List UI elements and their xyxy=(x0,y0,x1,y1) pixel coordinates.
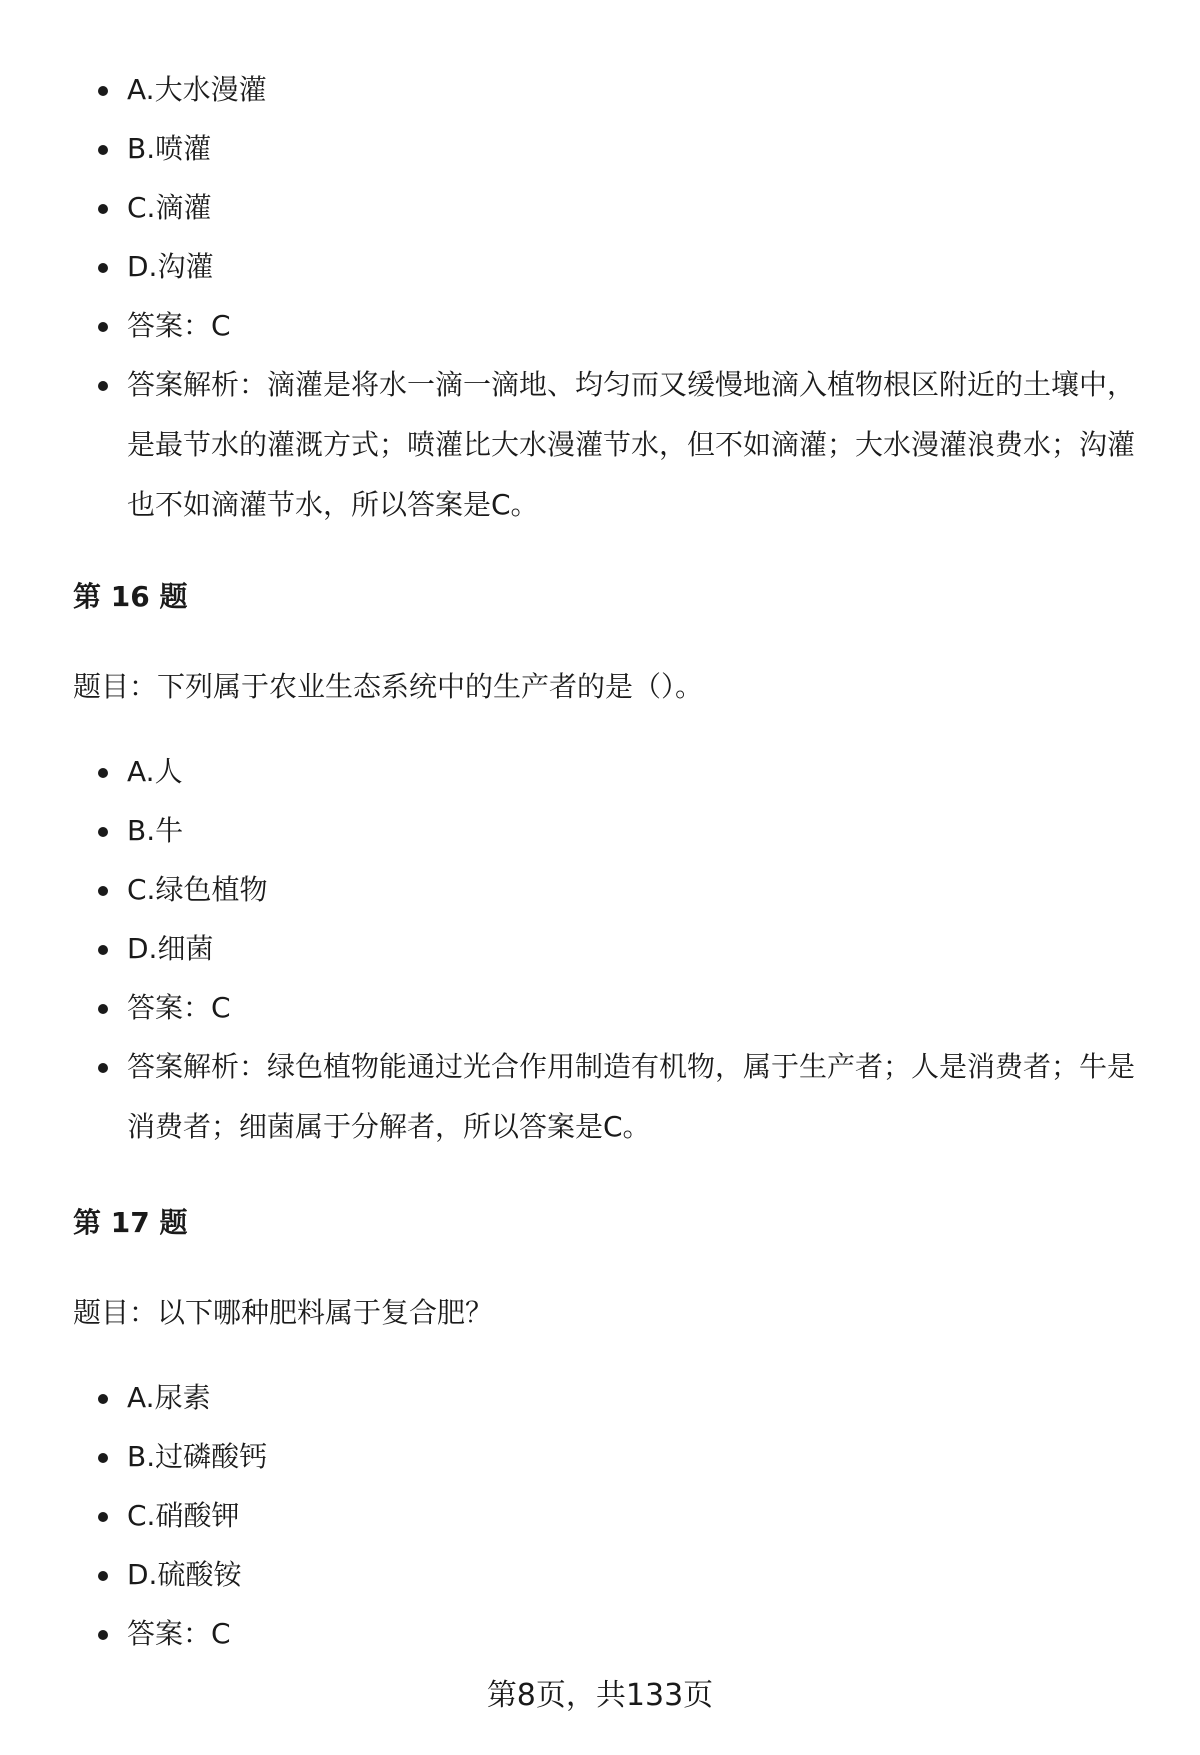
q17-option-b: B.过磷酸钙 xyxy=(0,1427,1200,1486)
q17-option-a: A.尿素 xyxy=(0,1368,1200,1427)
q17-option-d: D.硫酸铵 xyxy=(0,1545,1200,1604)
q15-option-a: A.大水漫灌 xyxy=(0,60,1200,119)
q15-analysis: 答案解析：滴灌是将水一滴一滴地、均匀而又缓慢地滴入植物根区附近的土壤中，是最节水的灌溉方式；喷灌比大水漫灌节水，但不如滴灌；大水漫灌浪费水；沟灌也不如滴灌节水，所以答案是C。 xyxy=(0,355,1140,535)
q16-analysis: 答案解析：绿色植物能通过光合作用制造有机物，属于生产者；人是消费者；牛是消费者；细菌属于分解者，所以答案是C。 xyxy=(0,1037,1140,1157)
q15-option-list xyxy=(0,60,1200,535)
q16-option-b: B.牛 xyxy=(0,801,1200,860)
q17-option-c: C.硝酸钾 xyxy=(0,1486,1200,1545)
q16-option-c: C.绿色植物 xyxy=(0,860,1200,919)
q15-option-d: D.沟灌 xyxy=(0,237,1200,296)
q15-option-b: B.喷灌 xyxy=(0,119,1200,178)
q17-answer: 答案：C xyxy=(0,1604,1200,1663)
q16-option-d: D.细菌 xyxy=(0,919,1200,978)
q17-heading: 第 17 题 xyxy=(73,1206,188,1239)
q17-question: 题目：以下哪种肥料属于复合肥？ xyxy=(73,1296,494,1329)
page-number-footer: 第8页，共133页 xyxy=(486,1678,714,1713)
q15-option-c: C.滴灌 xyxy=(0,178,1200,237)
q16-option-a: A.人 xyxy=(0,742,1200,801)
q17-option-list xyxy=(0,1368,1200,1663)
q16-question: 题目：下列属于农业生态系统中的生产者的是（）。 xyxy=(73,670,704,703)
q16-answer: 答案：C xyxy=(0,978,1200,1037)
q16-option-list xyxy=(0,742,1200,1157)
q16-heading: 第 16 题 xyxy=(73,580,188,613)
q15-answer: 答案：C xyxy=(0,296,1200,355)
